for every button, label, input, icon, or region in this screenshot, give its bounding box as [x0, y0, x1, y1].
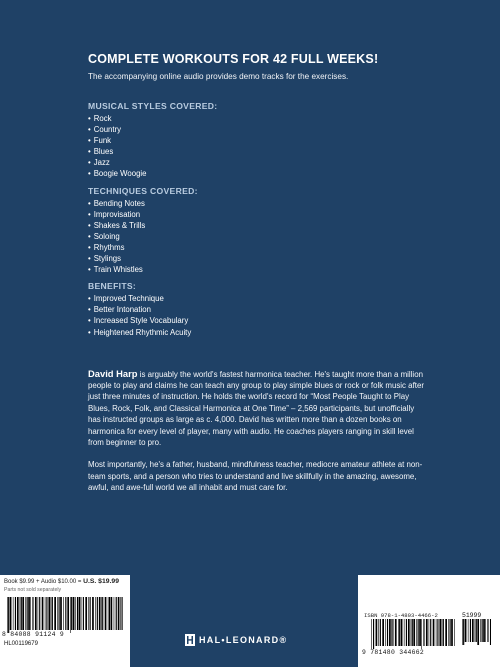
content-column — [88, 52, 428, 494]
list-item: • Funk — [88, 136, 112, 146]
author-bio — [88, 368, 428, 449]
benefits-list — [88, 293, 428, 337]
section-title: TECHNIQUES COVERED: — [88, 185, 198, 196]
not-sold-note: Parts not sold separately — [4, 587, 62, 593]
list-item: • Soloing — [88, 231, 120, 241]
bio-paragraph-2: Most importantly, he's a father, husband, mindfulness teacher, mediocre amateur athlete at non-team sports, and a person who tries to understand and live skillfully in the amazing, awesome, awful, and awe-full world we all inhabit and must care for. — [88, 460, 423, 493]
list-item: • Train Whistles — [88, 265, 143, 275]
upc-barcode — [6, 597, 124, 633]
price-barcode-panel — [0, 575, 130, 667]
subline: The accompanying online audio provides demo tracks for the exercises. — [88, 72, 349, 81]
ean-barcode — [370, 619, 456, 649]
author-name: David Harp — [88, 367, 138, 379]
bio-paragraph: is arguably the world's fastest harmonica teacher. He's taught more than a million people to play and claims he can teach any group to play simple blues or rock or folk music after just three minutes of instruction. He holds the world's record for “Most People Taught to Play Blues, Rock, Folk, and Classical Harmonica at One Time” – 2,569 participants, but unofficially has instructed groups as large as c. 4,000. David has written more than a dozen books on harmonica for every level of player, many with audio. He coaches players ranging in skill level from beginner to pro. — [88, 369, 424, 448]
addon-barcode — [461, 619, 491, 645]
list-item: • Country — [88, 125, 122, 135]
list-item: • Shakes & Trills — [88, 220, 146, 230]
section-title: BENEFITS: — [88, 281, 137, 292]
upc-digits: 8 84088 91124 9 — [2, 631, 65, 638]
list-item: • Improved Technique — [88, 294, 164, 304]
list-item: • Boogie Woogie — [88, 169, 147, 179]
product-code: HL00119679 — [4, 641, 38, 647]
list-item: • Rhythms — [88, 242, 125, 252]
price-line: Book $9.99 + Audio $10.00 = U.S. $19.99 — [4, 578, 119, 585]
list-item: • Improvisation — [88, 209, 141, 219]
list-item: • Blues — [88, 147, 114, 157]
list-item: • Increased Style Vocabulary — [88, 316, 189, 326]
list-item: • Jazz — [88, 158, 110, 168]
hal-leonard-mark-icon — [185, 634, 195, 646]
isbn-text: ISBN 978-1-4803-4466-2 — [364, 612, 438, 619]
price-code: 51999 — [462, 612, 482, 619]
headline: COMPLETE WORKOUTS FOR 42 FULL WEEKS! — [88, 52, 379, 66]
list-item: • Rock — [88, 114, 112, 123]
list-item: • Bending Notes — [88, 198, 145, 208]
section-title: MUSICAL STYLES COVERED: — [88, 101, 218, 111]
list-item: • Stylings — [88, 254, 122, 264]
logo-text: HAL•LEONARD® — [199, 635, 288, 645]
ean-digits: 9 781480 344662 — [362, 649, 425, 656]
section-musical-styles — [88, 101, 428, 180]
list-item: • Better Intonation — [88, 305, 151, 315]
list-item: • Heightened Rhythmic Acuity — [88, 327, 192, 337]
section-techniques — [88, 186, 428, 276]
section-benefits — [88, 281, 428, 337]
techniques-list — [88, 198, 428, 276]
publisher-logo — [185, 632, 287, 648]
musical-styles-list — [88, 113, 428, 180]
isbn-barcode-panel — [358, 575, 500, 667]
